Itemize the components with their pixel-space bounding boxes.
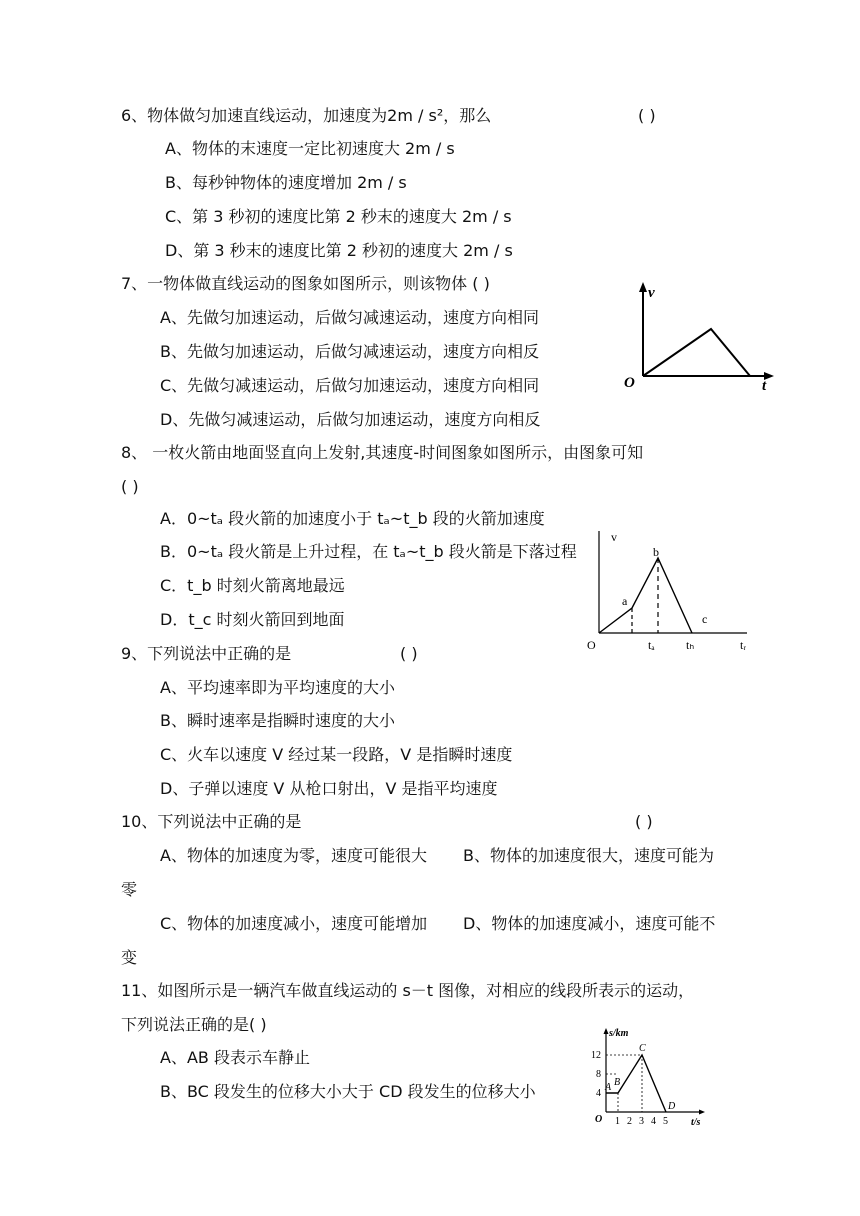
q11-option-b: B、BC 段发生的位移大小大于 CD 段发生的位移大小	[160, 1082, 536, 1101]
q7-x-label: t	[762, 378, 767, 394]
q8-option-a: A．0~tₐ 段火箭的加速度小于 tₐ~t_b 段的火箭加速度	[160, 509, 545, 528]
q8-y-label: v	[611, 530, 617, 544]
q11-y-tick-4: 4	[596, 1088, 601, 1099]
q11-x-tick-3: 3	[639, 1116, 644, 1127]
q11-y-arrow	[604, 1028, 609, 1034]
q8-origin-label: O	[587, 638, 596, 652]
q8-rocket-vt-graph	[582, 525, 757, 655]
q11-stem-line2: 下列说法正确的是( )	[121, 1015, 267, 1034]
q11-point-a: A	[605, 1082, 612, 1093]
q8-option-c: C．t_b 时刻火箭离地最远	[160, 576, 345, 595]
q10-option-b: B、物体的加速度很大，速度可能为	[463, 846, 714, 865]
q6-option-a: A、物体的末速度一定比初速度大 2m / s	[165, 139, 455, 158]
q8-tick-b: tₕ	[686, 638, 695, 652]
q7-graph-line	[643, 329, 750, 376]
q10-answer-bracket: ( )	[635, 812, 653, 831]
q11-y-tick-12: 12	[591, 1050, 601, 1061]
q10-option-b-wrap: 零	[121, 880, 138, 899]
q7-vt-graph	[618, 280, 778, 395]
q7-option-d: D、先做匀减速运动，后做匀加速运动，速度方向相反	[160, 410, 541, 429]
q9-stem: 9、下列说法中正确的是	[121, 644, 292, 663]
q10-option-d-wrap: 变	[121, 948, 138, 967]
q10-option-c: C、物体的加速度减小，速度可能增加	[160, 914, 428, 933]
q8-stem: 8、 一枚火箭由地面竖直向上发射,其速度-时间图象如图所示，由图象可知	[121, 443, 644, 462]
q8-point-a: a	[622, 594, 628, 608]
q6-stem: 6、物体做匀加速直线运动，加速度为2m / s²，那么	[121, 106, 492, 125]
q7-y-label: v	[648, 285, 655, 301]
q8-point-b: b	[653, 545, 659, 559]
q7-option-b: B、先做匀加速运动，后做匀减速运动，速度方向相反	[160, 342, 539, 361]
q11-option-a: A、AB 段表示车静止	[160, 1048, 310, 1067]
q6-option-d: D、第 3 秒末的速度比第 2 秒初的速度大 2m / s	[165, 241, 513, 260]
q11-x-tick-1: 1	[615, 1116, 620, 1127]
q9-option-c: C、火车以速度 V 经过某一段路，V 是指瞬时速度	[160, 745, 513, 764]
q11-x-label: t/s	[691, 1117, 701, 1128]
q11-origin-label: O	[595, 1114, 603, 1125]
q11-x-tick-5: 5	[663, 1116, 668, 1127]
q11-point-b: B	[614, 1077, 621, 1088]
q6-option-b: B、每秒钟物体的速度增加 2m / s	[165, 173, 407, 192]
q8-option-d: D．t_c 时刻火箭回到地面	[160, 610, 345, 629]
q6-option-c: C、第 3 秒初的速度比第 2 秒末的速度大 2m / s	[165, 207, 512, 226]
q10-option-a: A、物体的加速度为零，速度可能很大	[160, 846, 427, 865]
q9-option-a: A、平均速率即为平均速度的大小	[160, 678, 395, 697]
q11-stem-line1: 11、如图所示是一辆汽车做直线运动的 s－t 图像，对相应的线段所表示的运动，	[121, 981, 695, 1000]
q8-option-b: B．0~tₐ 段火箭是上升过程，在 tₐ~t_b 段火箭是下落过程	[160, 542, 577, 561]
q7-option-a: A、先做匀加速运动，后做匀减速运动，速度方向相同	[160, 308, 539, 327]
q8-tick-a: tₐ	[648, 638, 655, 652]
q10-stem: 10、下列说法中正确的是	[121, 812, 302, 831]
q7-origin-label: O	[624, 375, 635, 391]
q9-option-d: D、子弹以速度 V 从枪口射出，V 是指平均速度	[160, 779, 498, 798]
q7-option-c: C、先做匀减速运动，后做匀加速运动，速度方向相同	[160, 376, 540, 395]
q8-x-label: tᵣ	[740, 638, 747, 652]
q11-x-tick-2: 2	[627, 1116, 632, 1127]
q11-y-label: s/km	[609, 1028, 629, 1039]
q11-point-d: D	[668, 1101, 676, 1112]
q7-y-arrow	[639, 282, 647, 292]
q8-point-c: c	[702, 612, 708, 626]
q11-x-tick-4: 4	[651, 1116, 656, 1127]
q7-stem: 7、一物体做直线运动的图象如图所示，则该物体 ( )	[121, 274, 490, 293]
q8-graph-line	[599, 558, 692, 633]
q11-x-arrow	[699, 1110, 705, 1115]
q10-option-d: D、物体的加速度减小，速度可能不	[463, 914, 716, 933]
q8-answer-bracket: ( )	[121, 477, 139, 496]
q11-st-graph	[588, 1025, 713, 1130]
q11-y-tick-8: 8	[596, 1069, 601, 1080]
q6-answer-bracket: ( )	[638, 106, 656, 125]
q9-option-b: B、瞬时速率是指瞬时速度的大小	[160, 711, 395, 730]
q11-point-c: C	[639, 1043, 646, 1054]
q9-answer-bracket: ( )	[400, 644, 418, 663]
